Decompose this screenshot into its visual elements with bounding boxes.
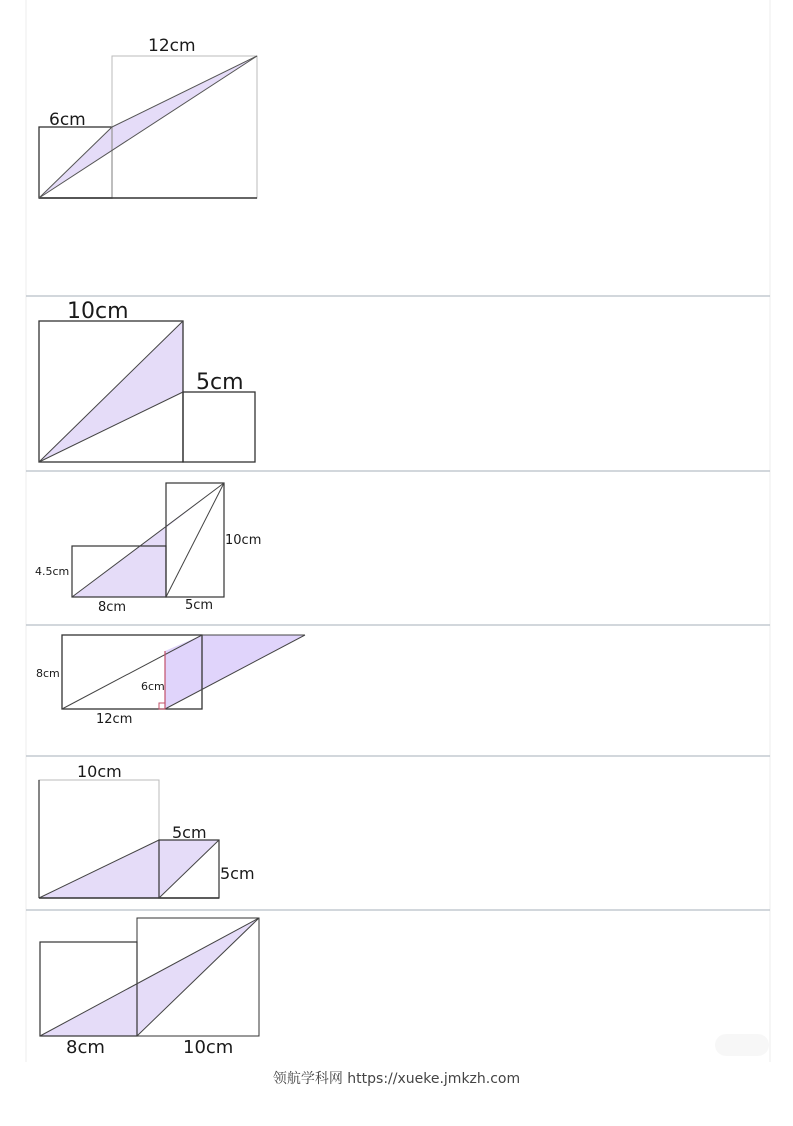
label-large-side: 10cm bbox=[67, 299, 129, 324]
watermark-logo bbox=[715, 1034, 769, 1056]
label-large-side: 12cm bbox=[148, 36, 196, 56]
label-left-width: 8cm bbox=[98, 600, 127, 615]
figure-problem-4 bbox=[36, 635, 305, 727]
label-height: 8cm bbox=[36, 667, 60, 680]
footer-text: 领航学科网 https://xueke.jmkzh.com bbox=[272, 1071, 521, 1087]
shaded-trapezoid bbox=[39, 840, 219, 898]
small-square bbox=[183, 392, 255, 462]
label-large-side: 10cm bbox=[183, 1037, 234, 1058]
label-width: 12cm bbox=[96, 712, 133, 727]
figure-problem-2 bbox=[39, 299, 255, 462]
right-angle-mark bbox=[159, 703, 165, 709]
label-small-side: 6cm bbox=[49, 110, 86, 130]
figure-problem-3 bbox=[35, 483, 261, 615]
label-small-top: 5cm bbox=[172, 823, 207, 842]
label-inner-height: 6cm bbox=[141, 680, 165, 693]
label-left-height: 4.5cm bbox=[35, 565, 70, 578]
label-small-side: 5cm bbox=[220, 864, 255, 883]
figure-problem-6 bbox=[40, 918, 259, 1058]
label-large-side: 10cm bbox=[77, 762, 122, 781]
figure-problem-5 bbox=[39, 762, 255, 898]
label-small-side: 5cm bbox=[196, 370, 244, 395]
label-right-width: 5cm bbox=[185, 598, 214, 613]
figure-problem-1 bbox=[39, 36, 257, 198]
label-small-side: 8cm bbox=[66, 1037, 105, 1058]
label-right-height: 10cm bbox=[225, 533, 262, 548]
